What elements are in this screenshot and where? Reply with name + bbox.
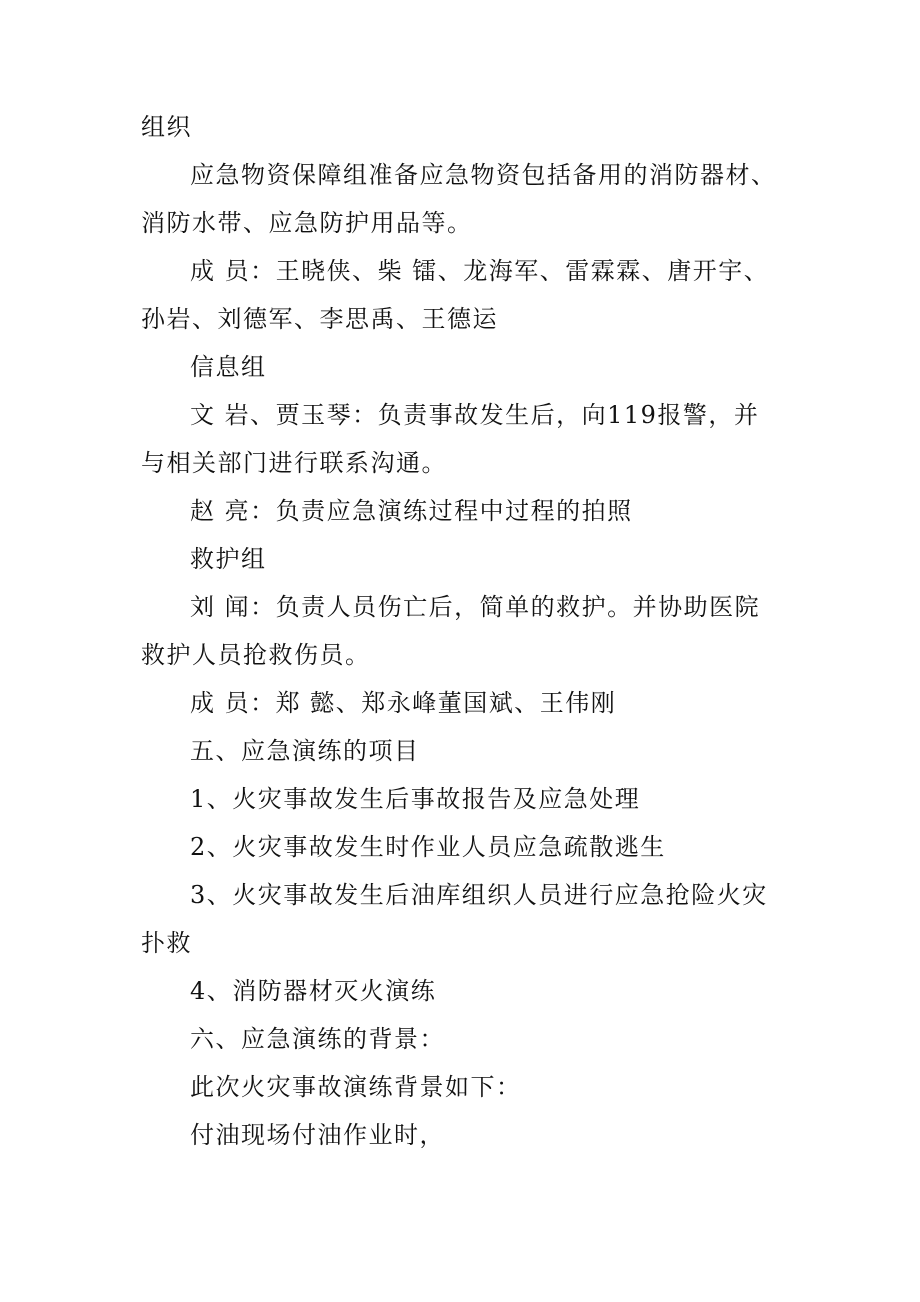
paragraph-rescue-members: 成 员：郑 懿、郑永峰董国斌、王伟刚 bbox=[190, 689, 617, 717]
heading-rescue-group: 救护组 bbox=[190, 545, 267, 573]
list-item-3: 3、火灾事故发生后油库组织人员进行应急抢险火灾扑救 bbox=[141, 881, 768, 957]
paragraph-supplies-members: 成 员：王晓侠、柴 镭、龙海军、雷霖霖、唐开宇、孙岩、刘德军、李思禹、王德运 bbox=[141, 257, 770, 333]
list-item-2: 2、火灾事故发生时作业人员应急疏散逃生 bbox=[190, 833, 666, 861]
heading-section-five: 五、应急演练的项目 bbox=[190, 737, 420, 765]
heading-info-group: 信息组 bbox=[190, 353, 267, 381]
paragraph-info-duty: 文 岩、贾玉琴：负责事故发生后，向119报警，并与相关部门进行联系沟通。 bbox=[141, 401, 760, 477]
paragraph-supplies: 应急物资保障组准备应急物资包括备用的消防器材、消防水带、应急防护用品等。 bbox=[141, 161, 777, 237]
paragraph-zuzhi: 组织 bbox=[141, 113, 192, 141]
paragraph-background-scene: 付油现场付油作业时， bbox=[190, 1121, 445, 1149]
list-item-4: 4、消防器材灭火演练 bbox=[190, 977, 437, 1005]
document-body bbox=[141, 103, 781, 1159]
list-item-1: 1、火灾事故发生后事故报告及应急处理 bbox=[190, 785, 641, 813]
paragraph-rescue-duty: 刘 闻：负责人员伤亡后，简单的救护。并协助医院救护人员抢救伤员。 bbox=[141, 593, 761, 669]
paragraph-photo-duty: 赵 亮：负责应急演练过程中过程的拍照 bbox=[190, 497, 633, 525]
paragraph-background-intro: 此次火灾事故演练背景如下： bbox=[190, 1073, 522, 1101]
heading-section-six: 六、应急演练的背景： bbox=[190, 1025, 445, 1053]
